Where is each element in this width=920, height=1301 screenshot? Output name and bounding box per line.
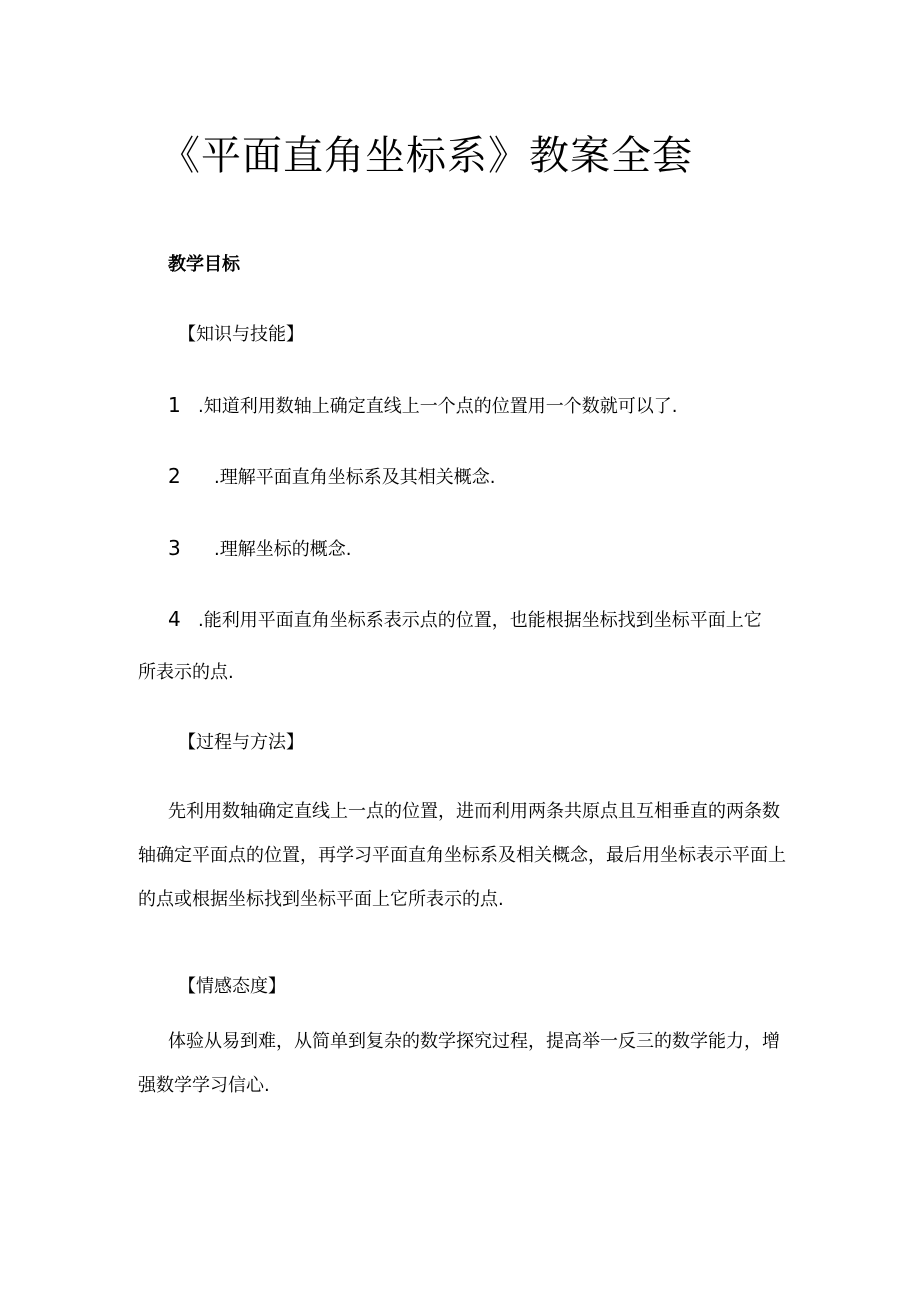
item-number: 1 bbox=[168, 393, 181, 417]
item-text: .知道利用数轴上确定直线上一个点的位置用一个数就可以了. bbox=[198, 396, 678, 417]
item-number: 2 bbox=[168, 464, 181, 488]
emotion-label: 【情感态度】 bbox=[178, 976, 286, 997]
knowledge-label: 【知识与技能】 bbox=[178, 324, 304, 345]
knowledge-item-2 bbox=[168, 463, 495, 489]
emotion-text: 体验从易到难，从简单到复杂的数学探究过程，提高举一反三的数学能力，增强数学学习信心. bbox=[138, 1031, 780, 1096]
knowledge-item-4 bbox=[168, 606, 762, 632]
process-text: 先利用数轴确定直线上一点的位置，进而利用两条共原点且互相垂直的两条数轴确定平面点的位置，再学习平面直角坐标系及相关概念，最后用坐标表示平面上的点或根据坐标找到坐标平面上它所表示的点. bbox=[138, 801, 786, 910]
document-title: 《平面直角坐标系》教案全套 bbox=[160, 133, 693, 179]
knowledge-item-1 bbox=[168, 392, 677, 418]
knowledge-item-4-continued: 所表示的点. bbox=[138, 662, 234, 683]
item-text: .理解平面直角坐标系及其相关概念. bbox=[214, 467, 496, 488]
item-text: .理解坐标的概念. bbox=[214, 539, 352, 560]
section-heading: 教学目标 bbox=[168, 254, 240, 275]
knowledge-item-3 bbox=[168, 535, 351, 561]
process-paragraph bbox=[138, 790, 788, 922]
item-text: .能利用平面直角坐标系表示点的位置，也能根据坐标找到坐标平面上它 bbox=[198, 610, 762, 631]
item-number: 4 bbox=[168, 607, 181, 631]
item-number: 3 bbox=[168, 536, 181, 560]
emotion-paragraph bbox=[138, 1020, 788, 1108]
process-label: 【过程与方法】 bbox=[178, 732, 304, 753]
